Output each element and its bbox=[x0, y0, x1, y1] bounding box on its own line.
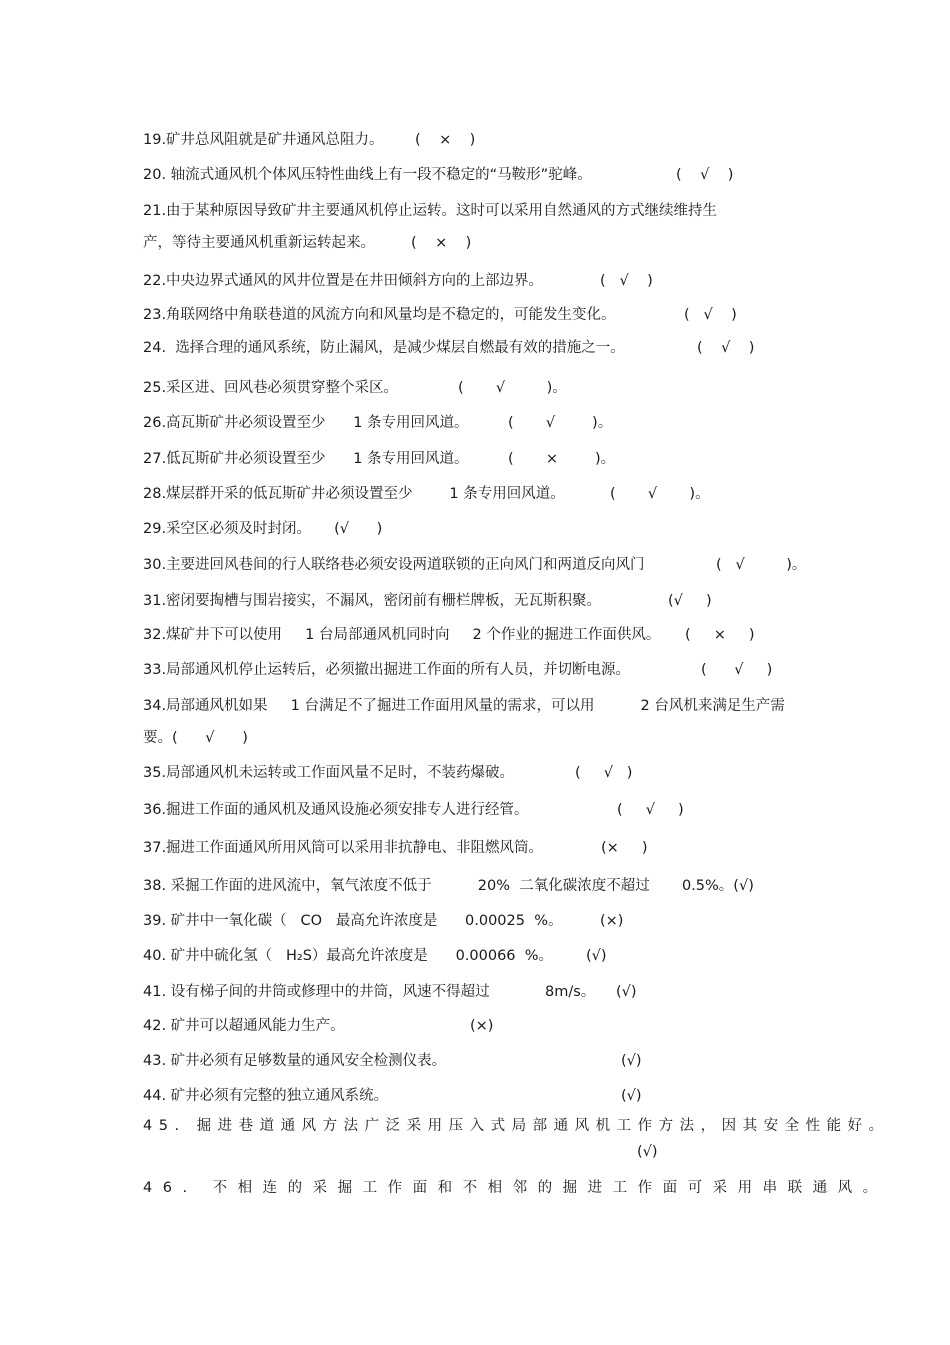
answer-28: ( √ )。 bbox=[610, 486, 710, 502]
answer-45: (√) bbox=[637, 1144, 658, 1160]
question-36: 36.掘进工作面的通风机及通风设施必须安排专人进行经管。 bbox=[143, 802, 529, 818]
question-34: 34.局部通风机如果 1 台满足不了掘进工作面用风量的需求，可以用 2 台风机来满足生产需 bbox=[143, 698, 785, 714]
question-29: 29.采空区必须及时封闭。 (√ ) bbox=[143, 521, 383, 537]
answer-32: ( × ) bbox=[685, 627, 755, 643]
question-44: 44. 矿井必须有完整的独立通风系统。 bbox=[143, 1088, 389, 1104]
answer-19: ( × ) bbox=[415, 132, 476, 148]
answer-40: (√) bbox=[586, 948, 607, 964]
question-27: 27.低瓦斯矿井必须设置至少 1 条专用回风道。 bbox=[143, 451, 469, 467]
question-21-continued: 产，等待主要通风机重新运转起来。 bbox=[143, 235, 375, 251]
answer-37: (× ) bbox=[601, 840, 648, 856]
answer-21: ( × ) bbox=[411, 235, 472, 251]
answer-22: ( √ ) bbox=[600, 273, 653, 289]
question-34-continued: 要。( √ ) bbox=[143, 730, 248, 746]
question-19: 19.矿井总风阻就是矿井通风总阻力。 bbox=[143, 132, 384, 148]
question-46: 46. 不相连的采掘工作面和不相邻的掘进工作面可采用串联通风。 bbox=[143, 1180, 888, 1196]
answer-39: (×) bbox=[600, 913, 624, 929]
answer-24: ( √ ) bbox=[697, 340, 755, 356]
answer-36: ( √ ) bbox=[617, 802, 684, 818]
answer-23: ( √ ) bbox=[684, 307, 737, 323]
question-33: 33.局部通风机停止运转后，必须撤出掘进工作面的所有人员，并切断电源。 bbox=[143, 662, 631, 678]
question-26: 26.高瓦斯矿井必须设置至少 1 条专用回风道。 bbox=[143, 415, 469, 431]
question-24: 24. 选择合理的通风系统，防止漏风，是减少煤层自燃最有效的措施之一。 bbox=[143, 340, 625, 356]
answer-41: (√) bbox=[616, 984, 637, 1000]
question-22: 22.中央边界式通风的风井位置是在井田倾斜方向的上部边界。 bbox=[143, 273, 544, 289]
question-30: 30.主要进回风巷间的行人联络巷必须安设两道联锁的正向风门和两道反向风门 bbox=[143, 557, 645, 573]
answer-26: ( √ )。 bbox=[508, 415, 613, 431]
question-23: 23.角联网络中角联巷道的风流方向和风量均是不稳定的，可能发生变化。 bbox=[143, 307, 616, 323]
question-35: 35.局部通风机未运转或工作面风量不足时，不装药爆破。 bbox=[143, 765, 515, 781]
answer-25: ( √ )。 bbox=[458, 380, 567, 396]
answer-20: ( √ ) bbox=[676, 167, 734, 183]
answer-30: ( √ )。 bbox=[716, 557, 807, 573]
question-32: 32.煤矿井下可以使用 1 台局部通风机同时向 2 个作业的掘进工作面供风。 bbox=[143, 627, 661, 643]
answer-31: (√ ) bbox=[668, 593, 712, 609]
question-42: 42. 矿井可以超通风能力生产。 bbox=[143, 1018, 345, 1034]
question-31: 31.密闭要掏槽与围岩接实，不漏风，密闭前有栅栏牌板，无瓦斯积聚。 bbox=[143, 593, 602, 609]
answer-27: ( × )。 bbox=[508, 451, 616, 467]
answer-35: ( √ ) bbox=[575, 765, 633, 781]
question-20: 20. 轴流式通风机个体风压特性曲线上有一段不稳定的“马鞍形”驼峰。 bbox=[143, 167, 592, 183]
question-37: 37.掘进工作面通风所用风筒可以采用非抗静电、非阻燃风筒。 bbox=[143, 840, 544, 856]
question-28: 28.煤层群开采的低瓦斯矿井必须设置至少 1 条专用回风道。 bbox=[143, 486, 565, 502]
question-43: 43. 矿井必须有足够数量的通风安全检测仪表。 bbox=[143, 1053, 447, 1069]
answer-33: ( √ ) bbox=[701, 662, 773, 678]
question-38: 38. 采掘工作面的进风流中，氧气浓度不低于 20% 二氧化碳浓度不超过 0.5%。(√) bbox=[143, 878, 754, 894]
answer-43: (√) bbox=[621, 1053, 642, 1069]
question-25: 25.采区进、回风巷必须贯穿整个采区。 bbox=[143, 380, 399, 396]
question-45: 45. 掘进巷道通风方法广泛采用压入式局部通风机工作方法，因其安全性能好。 bbox=[143, 1118, 890, 1134]
question-39: 39. 矿井中一氧化碳（ CO 最高允许浓度是 0.00025 %。 bbox=[143, 913, 563, 929]
question-40: 40. 矿井中硫化氢（ H₂S）最高允许浓度是 0.00066 %。 bbox=[143, 948, 554, 964]
question-41: 41. 设有梯子间的井筒或修理中的井筒，风速不得超过 8m/s。 bbox=[143, 984, 596, 1000]
question-21: 21.由于某种原因导致矿井主要通风机停止运转。这时可以采用自然通风的方式继续维持生 bbox=[143, 203, 718, 219]
answer-44: (√) bbox=[621, 1088, 642, 1104]
answer-42: (×) bbox=[470, 1018, 494, 1034]
